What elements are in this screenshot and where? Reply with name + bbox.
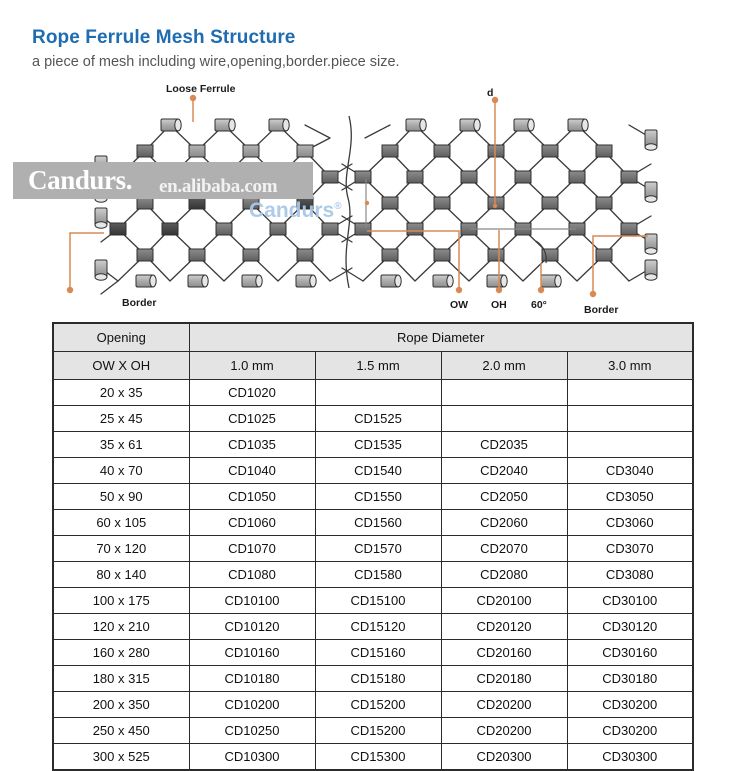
cell-product-code: CD10300 [189, 744, 315, 771]
cell-product-code: CD1050 [189, 484, 315, 510]
table-row [53, 510, 693, 536]
cell-product-code: CD10180 [189, 666, 315, 692]
cell-product-code: CD2060 [441, 510, 567, 536]
cell-product-code: CD20100 [441, 588, 567, 614]
cell-product-code: CD30200 [567, 692, 693, 718]
cell-product-code [567, 380, 693, 406]
cell-product-code: CD1560 [315, 510, 441, 536]
header-dia-3-0: 3.0 mm [567, 352, 693, 380]
cell-product-code: CD15100 [315, 588, 441, 614]
watermark-company-text: Candurs. [28, 165, 133, 195]
cell-product-code: CD15200 [315, 718, 441, 744]
mesh-break-line [346, 116, 351, 288]
cell-opening: 35 x 61 [53, 432, 189, 458]
table-row [53, 380, 693, 406]
cell-product-code: CD30300 [567, 744, 693, 771]
cell-product-code: CD2035 [441, 432, 567, 458]
cell-product-code: CD15300 [315, 744, 441, 771]
table-row [53, 692, 693, 718]
cell-product-code [441, 380, 567, 406]
table-row [53, 640, 693, 666]
cell-product-code: CD3050 [567, 484, 693, 510]
table-row [53, 666, 693, 692]
cell-opening: 160 x 280 [53, 640, 189, 666]
label-rope-diameter-d: d [487, 87, 494, 99]
table-column-header-row [53, 352, 693, 380]
cell-product-code: CD1025 [189, 406, 315, 432]
cell-product-code: CD1570 [315, 536, 441, 562]
cell-product-code: CD30100 [567, 588, 693, 614]
page-subtitle: a piece of mesh including wire,opening,border.piece size. [32, 54, 400, 70]
table-row [53, 536, 693, 562]
cell-product-code: CD10250 [189, 718, 315, 744]
label-border-left: Border [122, 297, 157, 309]
header-dia-2-0: 2.0 mm [441, 352, 567, 380]
cell-product-code [441, 406, 567, 432]
page-title: Rope Ferrule Mesh Structure [32, 27, 296, 48]
cell-opening: 40 x 70 [53, 458, 189, 484]
cell-product-code: CD20200 [441, 692, 567, 718]
cell-opening: 70 x 120 [53, 536, 189, 562]
watermark-brand-logo [249, 199, 342, 223]
mesh-wires [101, 125, 651, 294]
cell-product-code: CD2050 [441, 484, 567, 510]
cell-product-code: CD20120 [441, 614, 567, 640]
table-row [53, 588, 693, 614]
cell-product-code: CD20200 [441, 718, 567, 744]
cell-product-code: CD10100 [189, 588, 315, 614]
cell-product-code: CD3040 [567, 458, 693, 484]
cell-product-code: CD10120 [189, 614, 315, 640]
label-border-right: Border [584, 304, 619, 316]
table-row [53, 484, 693, 510]
label-angle: 60° [531, 299, 547, 311]
cell-opening: 180 x 315 [53, 666, 189, 692]
cell-product-code: CD2040 [441, 458, 567, 484]
cell-product-code: CD10200 [189, 692, 315, 718]
watermark-brand-name: Candurs [249, 199, 335, 222]
cell-product-code: CD15180 [315, 666, 441, 692]
registered-trademark-icon: ® [334, 201, 342, 212]
cell-product-code: CD1525 [315, 406, 441, 432]
table-row [53, 562, 693, 588]
header-ow-x-oh: OW X OH [53, 352, 189, 380]
table-row [53, 718, 693, 744]
cell-product-code: CD30120 [567, 614, 693, 640]
cell-product-code: CD20300 [441, 744, 567, 771]
ferrule-cluster [95, 119, 657, 287]
cell-product-code [315, 380, 441, 406]
table-row [53, 458, 693, 484]
table-header [53, 323, 693, 380]
cell-opening: 20 x 35 [53, 380, 189, 406]
table-row [53, 406, 693, 432]
header-dia-1-0: 1.0 mm [189, 352, 315, 380]
cell-opening: 250 x 450 [53, 718, 189, 744]
table-body [53, 380, 693, 771]
cell-product-code: CD15120 [315, 614, 441, 640]
rope-mesh-spec-table [52, 322, 694, 771]
cell-opening: 80 x 140 [53, 562, 189, 588]
cell-product-code: CD3080 [567, 562, 693, 588]
cell-product-code: CD3060 [567, 510, 693, 536]
cell-product-code: CD1040 [189, 458, 315, 484]
cell-opening: 300 x 525 [53, 744, 189, 771]
cell-product-code: CD2070 [441, 536, 567, 562]
cell-product-code [567, 432, 693, 458]
cell-opening: 100 x 175 [53, 588, 189, 614]
cell-product-code: CD20180 [441, 666, 567, 692]
header-dia-1-5: 1.5 mm [315, 352, 441, 380]
table-row [53, 432, 693, 458]
cell-product-code: CD15160 [315, 640, 441, 666]
cell-product-code: CD30180 [567, 666, 693, 692]
cell-opening: 120 x 210 [53, 614, 189, 640]
cell-opening: 60 x 105 [53, 510, 189, 536]
cell-opening: 200 x 350 [53, 692, 189, 718]
cell-product-code: CD10160 [189, 640, 315, 666]
cell-product-code: CD1035 [189, 432, 315, 458]
label-loose-ferrule: Loose Ferrule [166, 83, 236, 95]
cell-product-code: CD2080 [441, 562, 567, 588]
cell-product-code: CD15200 [315, 692, 441, 718]
label-opening-width: OW [450, 299, 469, 311]
cell-product-code: CD3070 [567, 536, 693, 562]
cell-product-code: CD1535 [315, 432, 441, 458]
table-group-header-row [53, 323, 693, 352]
cell-product-code: CD1080 [189, 562, 315, 588]
watermark-domain-text: en.alibaba.com [159, 176, 278, 197]
table-row [53, 614, 693, 640]
cell-product-code: CD1020 [189, 380, 315, 406]
label-opening-height: OH [491, 299, 507, 311]
cell-product-code [567, 406, 693, 432]
cell-product-code: CD20160 [441, 640, 567, 666]
cell-product-code: CD1060 [189, 510, 315, 536]
cell-product-code: CD1580 [315, 562, 441, 588]
cell-opening: 25 x 45 [53, 406, 189, 432]
cell-opening: 50 x 90 [53, 484, 189, 510]
table-row [53, 744, 693, 771]
header-rope-diameter: Rope Diameter [189, 323, 693, 352]
cell-product-code: CD30200 [567, 718, 693, 744]
cell-product-code: CD30160 [567, 640, 693, 666]
header-opening: Opening [53, 323, 189, 352]
cell-product-code: CD1070 [189, 536, 315, 562]
cell-product-code: CD1540 [315, 458, 441, 484]
cell-product-code: CD1550 [315, 484, 441, 510]
